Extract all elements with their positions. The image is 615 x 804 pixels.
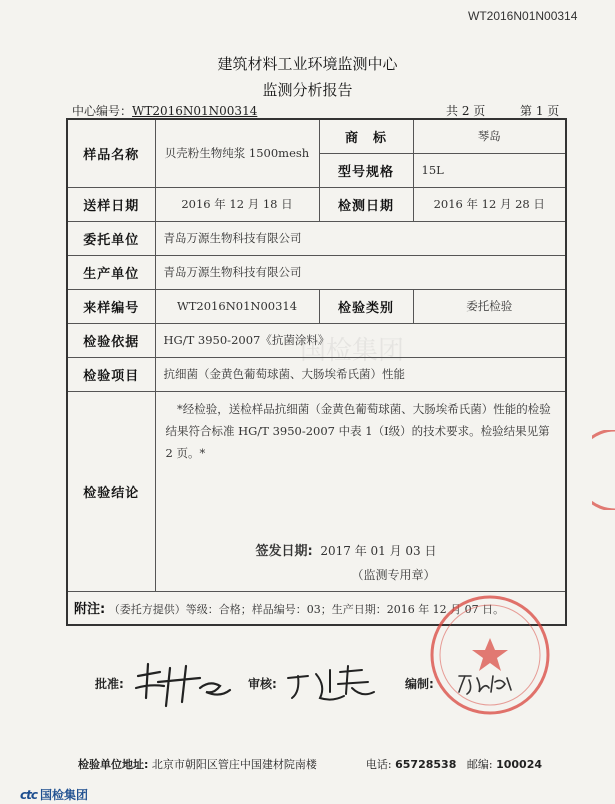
- producer-label: 生产单位: [67, 255, 155, 289]
- footer-line: [78, 756, 542, 772]
- phone-label: 电话:: [365, 758, 392, 771]
- report-form-table: [66, 118, 567, 626]
- sample-name-label: 样品名称: [67, 119, 155, 187]
- test-date-value: 2016 年 12 月 28 日: [413, 187, 566, 221]
- review-label: 审核:: [248, 677, 277, 691]
- issue-date-line: [256, 540, 437, 559]
- test-type-value: 委托检验: [413, 289, 566, 323]
- center-number: [72, 102, 257, 119]
- test-type-label: 检验类别: [319, 289, 413, 323]
- sample-name-value: 贝壳粉生物纯浆 1500mesh: [155, 119, 319, 187]
- edge-seal-stamp: [592, 430, 615, 510]
- report-type-title: 监测分析报告: [262, 81, 353, 99]
- trademark-label: 商 标: [319, 119, 413, 153]
- logo-mark: ctc: [20, 788, 37, 802]
- note-value: （委托方提供）等级：合格；样品编号：03；生产日期：2016 年 12 月 07 日。: [108, 603, 505, 617]
- issue-date-label: 签发日期:: [255, 543, 313, 559]
- ctc-logo: [20, 786, 88, 803]
- compile-signature: [455, 668, 515, 698]
- items-value: 抗细菌（金黄色葡萄球菌、大肠埃希氏菌）性能: [155, 357, 566, 391]
- approve-signature: [130, 658, 240, 713]
- page-number: 第 1 页: [520, 104, 560, 118]
- report-org-title: 建筑材料工业环境监测中心: [217, 55, 398, 73]
- phone-value: 65728538: [395, 758, 457, 771]
- postcode-value: 100024: [496, 758, 543, 771]
- basis-label: 检验依据: [67, 323, 155, 357]
- conclusion-cell: [155, 391, 566, 591]
- send-date-value: 2016 年 12 月 18 日: [155, 187, 319, 221]
- conclusion-label: 检验结论: [67, 391, 155, 591]
- center-number-label: 中心编号：: [72, 104, 133, 118]
- model-value: 15L: [413, 153, 566, 187]
- total-pages: 共 2 页: [446, 104, 486, 118]
- trademark-value: 琴岛: [413, 119, 566, 153]
- center-number-value: WT2016N01N00314: [132, 104, 258, 118]
- watermark-logo: 国检集团: [300, 336, 405, 366]
- conclusion-text: *经检验，送检样品抗细菌（金黄色葡萄球菌、大肠埃希氏菌）性能的检验结果符合标准 HG/T 3950-2007 中表 1（Ⅰ级）的技术要求。检验结果见第 2 页。*: [165, 401, 551, 460]
- producer-value: 青岛万源生物科技有限公司: [155, 255, 566, 289]
- compile-label: 编制:: [405, 677, 434, 691]
- test-date-label: 检测日期: [319, 187, 413, 221]
- logo-text: 国检集团: [39, 788, 88, 802]
- note-label: 附注:: [74, 602, 106, 618]
- items-label: 检验项目: [67, 357, 155, 391]
- official-seal-stamp: [425, 590, 555, 720]
- approve-label: 批准:: [95, 677, 124, 691]
- address-value: 北京市朝阳区管庄中国建材院南楼: [151, 758, 317, 771]
- client-value: 青岛万源生物科技有限公司: [155, 221, 566, 255]
- seal-note: （监测专用章）: [351, 567, 436, 582]
- postcode-label: 邮编:: [466, 758, 493, 771]
- send-date-label: 送样日期: [67, 187, 155, 221]
- model-label: 型号规格: [319, 153, 413, 187]
- sample-number-value: WT2016N01N00314: [155, 289, 319, 323]
- issue-date-value: 2017 年 01 月 03 日: [320, 543, 437, 558]
- top-report-code: WT2016N01N00314: [468, 9, 578, 23]
- client-label: 委托单位: [67, 221, 155, 255]
- address-label: 检验单位地址:: [78, 758, 149, 771]
- sample-number-label: 来样编号: [67, 289, 155, 323]
- review-signature: [282, 662, 382, 707]
- basis-value: HG/T 3950-2007《抗菌涂料》: [155, 323, 566, 357]
